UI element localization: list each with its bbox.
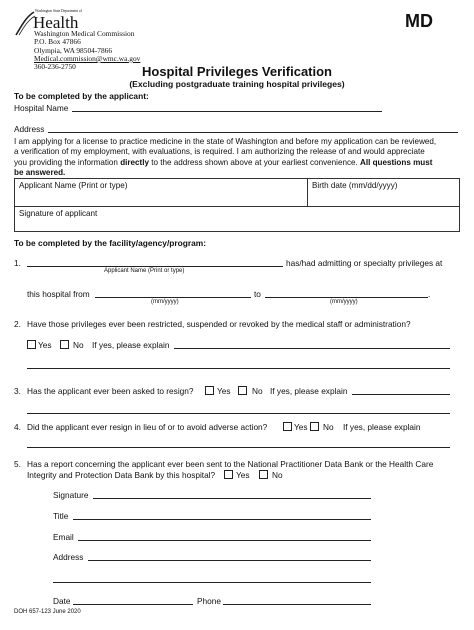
hospital-name-label: Hospital Name <box>14 103 69 113</box>
question-4-text: Did the applicant ever resign in lieu of or to avoid adverse action? <box>27 422 268 432</box>
q2-explain-field-2[interactable] <box>27 368 450 369</box>
q1-from-date-field[interactable] <box>95 297 251 298</box>
applicant-name-field[interactable]: Applicant Name (Print or type) <box>19 181 128 190</box>
q5-yes-label: Yes <box>236 470 250 480</box>
verifier-signature-field[interactable] <box>93 498 371 499</box>
question-3-text: Has the applicant ever been asked to resign? <box>27 386 194 396</box>
q2-explain-label: If yes, please explain <box>92 340 170 350</box>
q3-explain-field[interactable] <box>352 394 450 395</box>
birth-date-field[interactable]: Birth date (mm/dd/yyyy) <box>312 181 398 190</box>
statement-line-4: be answered. <box>14 168 66 178</box>
question-2-number: 2. <box>14 319 21 329</box>
q3-explain-label: If yes, please explain <box>270 386 348 396</box>
q3-yes-checkbox[interactable] <box>205 386 214 395</box>
statement-text: you providing the information <box>14 157 121 167</box>
facility-heading: To be completed by the facility/agency/program: <box>14 238 207 248</box>
question-1-number: 1. <box>14 258 21 268</box>
statement-emphasis: directly <box>120 157 149 167</box>
q3-no-label: No <box>252 386 263 396</box>
address-field[interactable] <box>48 132 458 133</box>
q2-yes-checkbox[interactable] <box>27 340 36 349</box>
phone-line: 360-236-2750 <box>34 62 76 72</box>
verifier-signature-label: Signature <box>53 490 89 500</box>
statement-line-2: a verification of my employment, with evaluations, is required. I am authorizing the release of and would appreciate <box>14 147 425 157</box>
q1-name-caption: Applicant Name (Print or type) <box>104 268 185 274</box>
form-code: MD <box>405 11 433 31</box>
statement-emphasis: All questions must <box>360 157 433 167</box>
q1-period: . <box>428 289 431 299</box>
q2-no-label: No <box>73 340 84 350</box>
q1-to-label: to <box>254 289 261 299</box>
org-name: Washington Medical Commission <box>34 29 135 38</box>
q1-applicant-name-field[interactable] <box>27 266 283 267</box>
city-line: Olympia, WA 98504-7866 <box>34 45 113 55</box>
q4-explain-field[interactable] <box>27 447 450 448</box>
q5-no-label: No <box>272 470 283 480</box>
q3-yes-label: Yes <box>217 386 231 396</box>
form-number-footer: DOH 657-123 June 2020 <box>14 609 81 615</box>
q4-no-checkbox[interactable] <box>310 422 319 431</box>
q3-no-checkbox[interactable] <box>238 386 247 395</box>
verifier-email-label: Email <box>53 532 74 542</box>
verifier-date-label: Date <box>53 596 71 606</box>
authorization-statement <box>14 137 464 179</box>
po-box: P.O. Box 47866 <box>34 37 81 47</box>
q1-to-caption: (mm/yyyy) <box>330 299 358 305</box>
table-divider <box>14 206 460 207</box>
q2-explain-field[interactable] <box>174 348 450 349</box>
statement-line-1: I am applying for a license to practice medicine in the state of Washington and before my application can be reviewed, <box>14 137 437 146</box>
q4-explain-label: If yes, please explain <box>343 422 421 432</box>
q2-no-checkbox[interactable] <box>60 340 69 349</box>
table-divider <box>307 178 308 206</box>
q2-yes-label: Yes <box>38 340 52 350</box>
q5-no-checkbox[interactable] <box>259 470 268 479</box>
verifier-title-field[interactable] <box>73 519 371 520</box>
logo-word: Health <box>33 13 79 32</box>
statement-line-3 <box>14 158 464 168</box>
q4-yes-label: Yes <box>294 422 308 432</box>
verifier-phone-field[interactable] <box>223 604 371 605</box>
question-5-number: 5. <box>14 459 21 469</box>
verifier-email-field[interactable] <box>78 540 371 541</box>
verifier-address-field-2[interactable] <box>53 582 371 583</box>
question-5-text-2: Integrity and Protection Data Bank by this hospital? <box>27 470 216 480</box>
applicant-signature-field[interactable]: Signature of applicant <box>19 209 98 218</box>
page-subtitle: (Excluding postgraduate training hospital privileges) <box>129 79 345 89</box>
logo-tagline: Washington State Department of <box>35 9 82 13</box>
page-title: Hospital Privileges Verification <box>141 64 332 79</box>
verifier-phone-label: Phone <box>197 596 221 606</box>
applicant-heading: To be completed by the applicant: <box>14 91 149 101</box>
verifier-address-label: Address <box>53 552 84 562</box>
verifier-address-field[interactable] <box>88 560 371 561</box>
q5-yes-checkbox[interactable] <box>224 470 233 479</box>
question-3-number: 3. <box>14 386 21 396</box>
question-2-text: Have those privileges ever been restricted, suspended or revoked by the medical staff or administration? <box>27 319 411 329</box>
address-label: Address <box>14 124 45 134</box>
verifier-title-label: Title <box>53 511 69 521</box>
q1-to-date-field[interactable] <box>265 297 428 298</box>
statement-text: to the address shown above at your earliest convenience. <box>148 157 360 167</box>
question-5-text-1: Has a report concerning the applicant ever been sent to the National Practitioner Data Bank or the Health Care <box>27 459 434 469</box>
q3-explain-field-2[interactable] <box>27 413 450 414</box>
email-link[interactable]: Medical.commission@wmc.wa.gov <box>34 53 141 63</box>
q4-yes-checkbox[interactable] <box>283 422 292 431</box>
q4-no-label: No <box>323 422 334 432</box>
verifier-date-field[interactable] <box>73 604 193 605</box>
question-1-text: has/had admitting or specialty privileges at <box>286 258 443 268</box>
question-4-number: 4. <box>14 422 21 432</box>
hospital-name-field[interactable] <box>72 111 382 112</box>
q1-from-caption: (mm/yyyy) <box>151 299 179 305</box>
q1-from-label: this hospital from <box>27 289 90 299</box>
